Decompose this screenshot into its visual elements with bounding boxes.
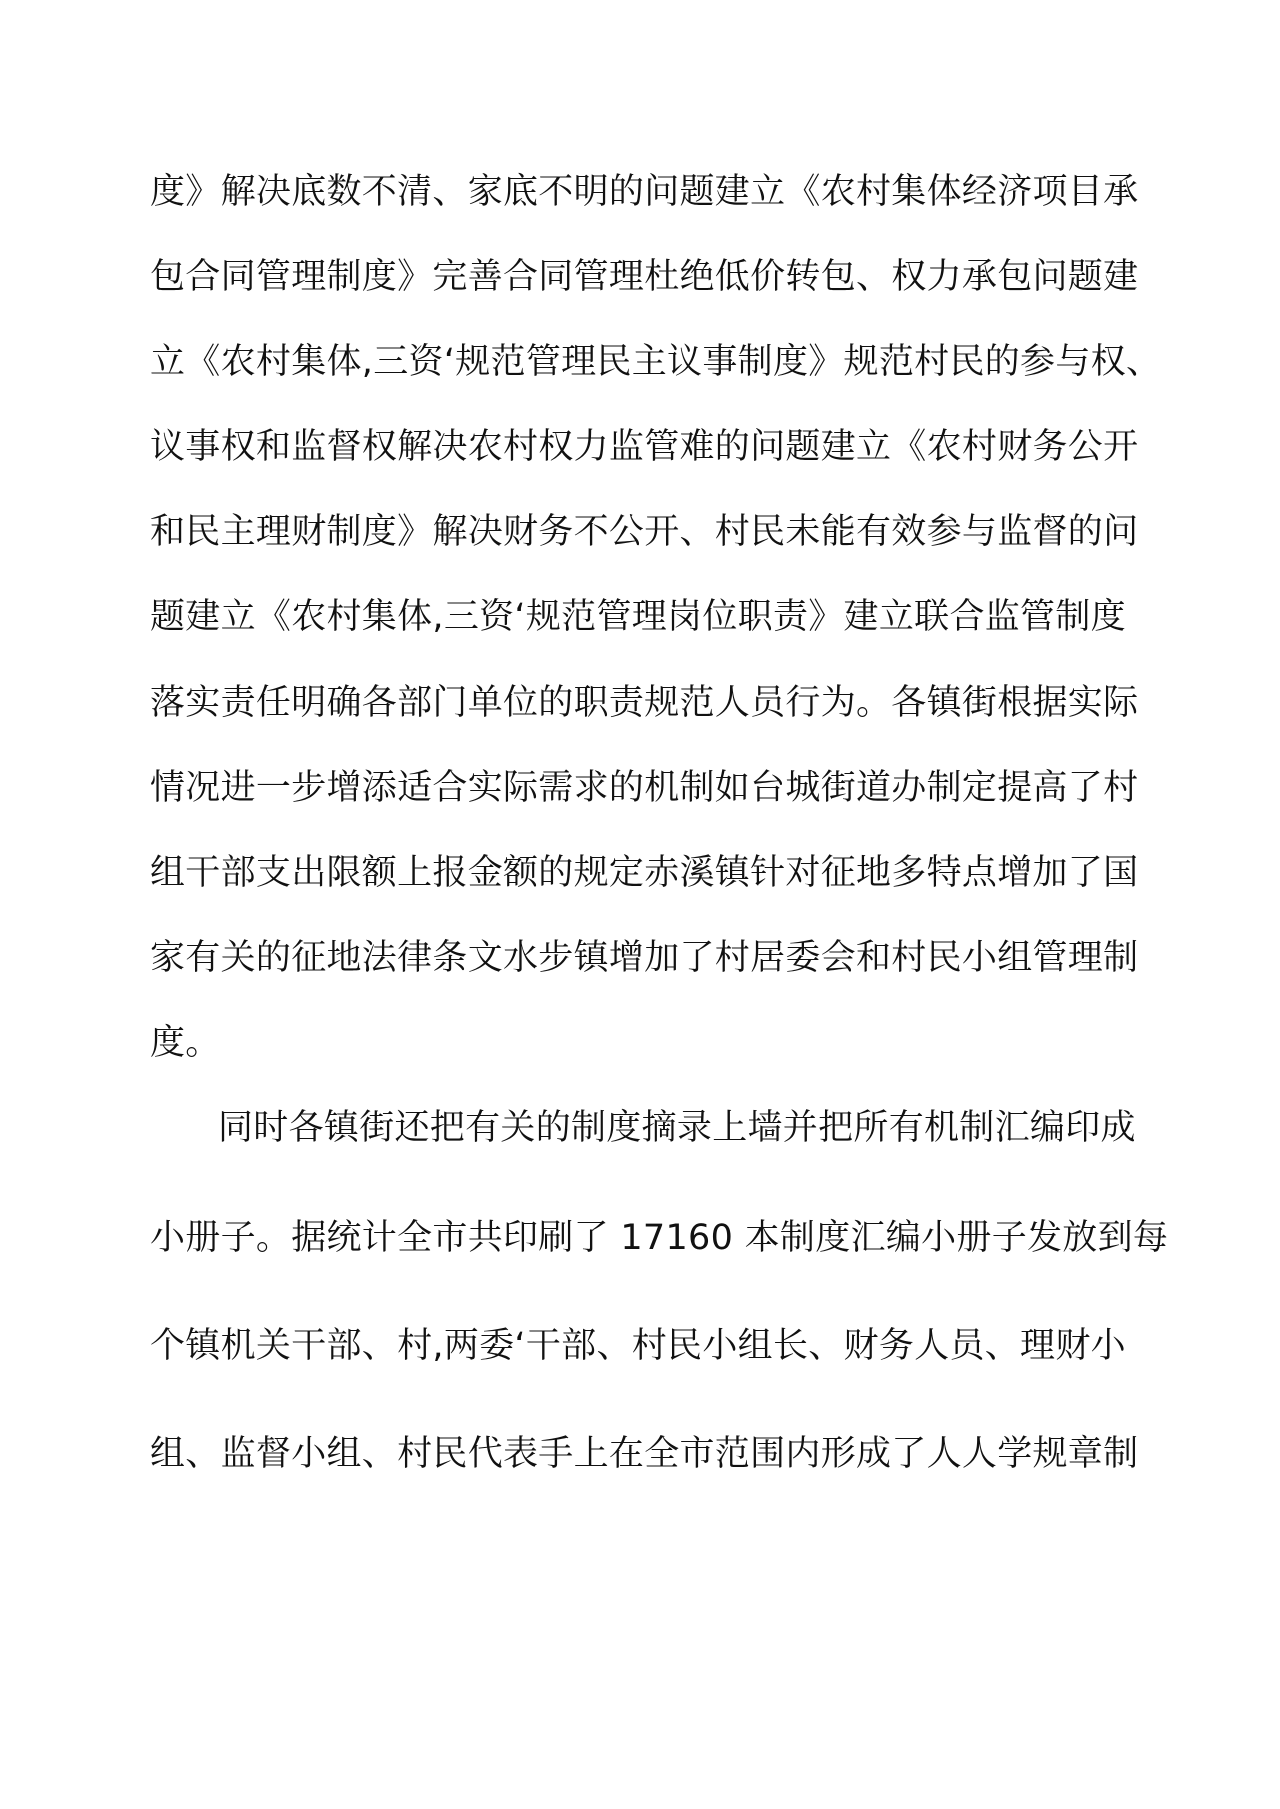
- paragraph-1-line-4: 议事权和监督权解决农村权力监管难的问题建立《农村财务公开: [150, 427, 1139, 467]
- paragraph-2-line-1: 同时各镇街还把有关的制度摘录上墙并把所有机制汇编印成: [218, 1108, 1136, 1148]
- paragraph-2-line-3: 个镇机关干部、村,两委‘干部、村民小组长、财务人员、理财小: [150, 1326, 1126, 1366]
- paragraph-1-line-6: 题建立《农村集体,三资‘规范管理岗位职责》建立联合监管制度: [150, 597, 1126, 637]
- paragraph-1-line-2: 包合同管理制度》完善合同管理杜绝低价转包、权力承包问题建: [150, 257, 1139, 297]
- paragraph-1-line-8: 情况进一步增添适合实际需求的机制如台城街道办制定提高了村: [150, 768, 1139, 808]
- paragraph-1-line-3: 立《农村集体,三资‘规范管理民主议事制度》规范村民的参与权、: [150, 342, 1162, 382]
- paragraph-1-line-1: 度》解决底数不清、家底不明的问题建立《农村集体经济项目承: [150, 172, 1139, 212]
- paragraph-1-line-5: 和民主理财制度》解决财务不公开、村民未能有效参与监督的问: [150, 512, 1139, 552]
- paragraph-1-line-9: 组干部支出限额上报金额的规定赤溪镇针对征地多特点增加了国: [150, 853, 1139, 893]
- paragraph-1-line-11: 度。: [150, 1023, 221, 1063]
- paragraph-1-line-7: 落实责任明确各部门单位的职责规范人员行为。各镇街根据实际: [150, 683, 1139, 723]
- paragraph-2-line-2: 小册子。据统计全市共印刷了 17160 本制度汇编小册子发放到每: [150, 1218, 1169, 1258]
- paragraph-2-line-4: 组、监督小组、村民代表手上在全市范围内形成了人人学规章制: [150, 1434, 1139, 1474]
- paragraph-1-line-10: 家有关的征地法律条文水步镇增加了村居委会和村民小组管理制: [150, 938, 1139, 978]
